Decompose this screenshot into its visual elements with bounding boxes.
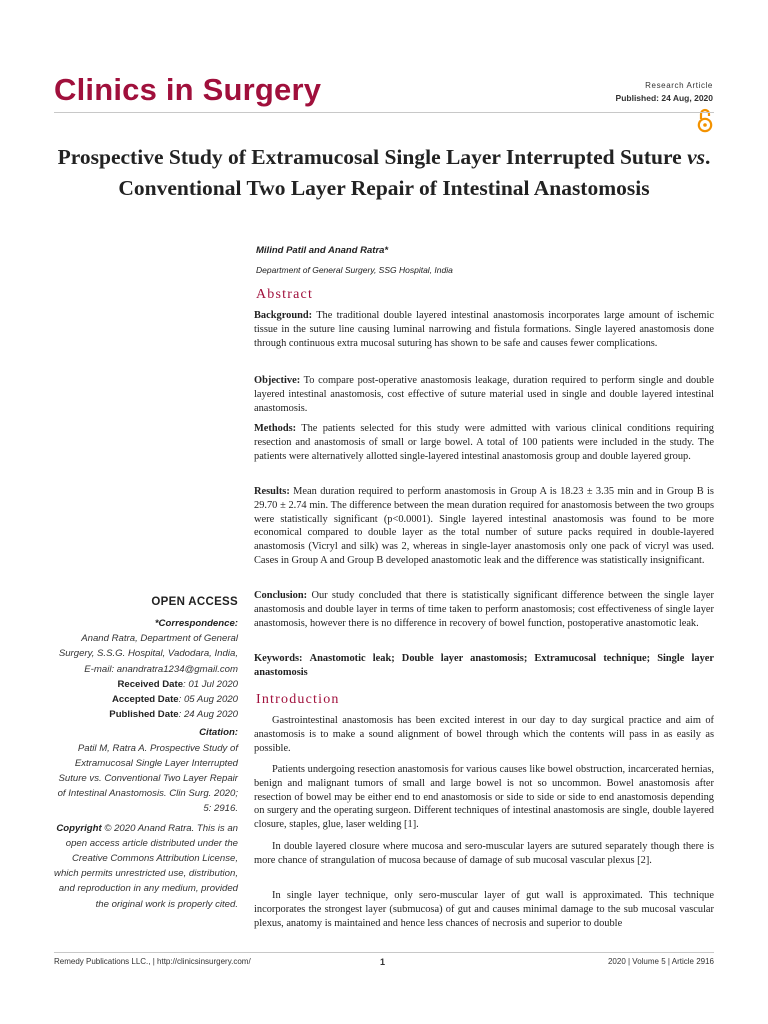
published-value: : 24 Aug 2020	[178, 709, 238, 721]
copyright-label: Copyright	[56, 822, 102, 834]
results-label: Results:	[254, 486, 290, 497]
abstract-background	[254, 309, 714, 350]
received-label: Received Date	[117, 678, 184, 690]
abstract-conclusion	[254, 589, 714, 630]
conclusion-text: Our study concluded that there is statistically significant difference between the single layer anastomosis and double layer in terms of time taken to perform anastomosis; cost effectiveness of single layer anastomosis, however there is no difference in recovery of bowel function, postoperative anastomotic leak.	[254, 590, 714, 629]
conclusion-label: Conclusion:	[254, 590, 308, 601]
copyright	[54, 821, 238, 912]
abstract-heading: Abstract	[256, 287, 314, 302]
citation-text: Patil M, Ratra A. Prospective Study of Extramucosal Single Layer Interrupted Suture vs. Conventional Two Layer Repair of Intestinal Anastomosis. Clin Surg. 2020; 5: 2916.	[57, 742, 238, 815]
introduction-heading: Introduction	[256, 692, 340, 707]
results-text: Mean duration required to perform anastomosis in Group A is 18.23 ± 3.35 min and in Group B is 29.70 ± 2.74 min. The difference between the mean duration required for anastomosis between the two groups were statistically significant (p<0.0001). Single layered intestinal anastomosis was found to be more economical compared to double layer as the total number of suture packs required in double-layered anastomosis (Vicryl and silk) was 2, whereas in single-layer anastomosis only one pack of vicryl was used. Cases in Group A and Group B developed anastomotic leak and the difference was statistically insignificant.	[254, 486, 714, 566]
open-access-label: OPEN ACCESS	[151, 596, 238, 608]
authors: Milind Patil and Anand Ratra*	[256, 245, 389, 256]
correspondence-label: *Correspondence:	[154, 618, 238, 629]
title-vs: vs	[687, 145, 705, 169]
correspondence-email[interactable]: E-mail: anandratra1234@gmail.com	[84, 663, 238, 675]
published-date	[54, 707, 238, 722]
keywords	[254, 652, 714, 680]
correspondence-text: Anand Ratra, Department of General Surgery, S.S.G. Hospital, Vadodara, India,	[58, 633, 238, 660]
keywords-text: Anastomotic leak; Double layer anastomosis; Extramucosal technique; Single layer anastomosis	[254, 653, 714, 678]
footer-publisher-link[interactable]: Remedy Publications LLC., | http://clinicsinsurgery.com/	[54, 957, 251, 966]
abstract-objective	[254, 374, 714, 415]
affiliation: Department of General Surgery, SSG Hospital, India	[256, 265, 453, 275]
citation-label: Citation:	[199, 727, 238, 739]
published-date-header: Published: 24 Aug, 2020	[615, 93, 713, 103]
received-date	[54, 677, 238, 692]
footer-divider	[54, 952, 714, 953]
background-text: The traditional double layered intestinal anastomosis incorporates large amount of ischemic tissue in the suture line causing luminal narrowing and fistula formations. Single layered anastomosis done through continuous extra mucosal suturing has shown to be safe and causes fewer complications.	[254, 310, 714, 349]
sidebar-metadata	[54, 616, 238, 912]
intro-paragraph-4: In single layer technique, only sero-muscular layer of gut wall is approximated. This technique incorporates the strongest layer (submucosa) of gut and causes minimal damage to the sub mucosal vascular plexus, anatomy is maintained and hence less chances of necrosis and superior to double	[254, 890, 714, 929]
objective-text: To compare post-operative anastomosis leakage, duration required to perform single and double layered intestinal anastomosis, cost effective of suture material used in single and double layered intestinal anastomosis.	[254, 375, 714, 414]
intro-paragraph-3: In double layered closure where mucosa and sero-muscular layers are sutured separately though there is more chance of strangulation of mucosa because of damage of sub mucosal vascular plexus [2].	[254, 841, 714, 866]
objective-label: Objective:	[254, 375, 301, 386]
accepted-date	[54, 692, 238, 707]
title-part-1: Prospective Study of Extramucosal Single Layer Interrupted Suture	[57, 145, 688, 169]
keywords-label: Keywords:	[254, 653, 303, 664]
abstract-methods	[254, 422, 714, 463]
methods-text: The patients selected for this study were admitted with various clinical conditions requiring resection and anastomosis of small or large bowel. A total of 100 patients were included in the study. The patients were alternatively allotted single-layered intestinal anastomosis group and double layered group.	[254, 423, 714, 462]
background-label: Background:	[254, 310, 313, 321]
received-value: : 01 Jul 2020	[183, 678, 238, 690]
article-title	[54, 142, 714, 204]
title-part-2: . Conventional Two Layer Repair of Intestinal Anastomosis	[118, 145, 711, 200]
methods-label: Methods:	[254, 423, 297, 434]
footer-volume: 2020 | Volume 5 | Article 2916	[607, 957, 714, 966]
intro-paragraph-2: Patients undergoing resection anastomosis for various causes like bowel obstruction, incarcerated hernias, benign and malignant tumors of small and large bowel is not so uncommon. Bowel anastomosis after resection of bowel may be either end to end anastomosis or side to side or side to end anastomosis depending on surgery and the operating surgeon. Different techniques of intestinal anastomosis are single, double layered closure, staples, glue, laser welding [1].	[254, 764, 714, 831]
page-number: 1	[380, 957, 386, 967]
published-label: Published Date	[109, 709, 179, 721]
header-divider	[54, 112, 714, 113]
intro-paragraph-1: Gastrointestinal anastomosis has been excited interest in our day to day surgical practice and aim of anastomosis is to make a sound alignment of bowel through which the contents will pass in as easily as possible.	[254, 715, 714, 754]
journal-title: Clinics in Surgery	[54, 72, 322, 107]
abstract-results	[254, 485, 714, 568]
copyright-text: © 2020 Anand Ratra. This is an open access article distributed under the Creative Commons Attribution License, which permits unrestricted use, distribution, and reproduction in any medium, provided the original work is properly cited.	[54, 822, 238, 910]
accepted-value: : 05 Aug 2020	[178, 694, 238, 706]
article-type: Research Article	[645, 81, 713, 90]
accepted-label: Accepted Date	[111, 694, 179, 706]
